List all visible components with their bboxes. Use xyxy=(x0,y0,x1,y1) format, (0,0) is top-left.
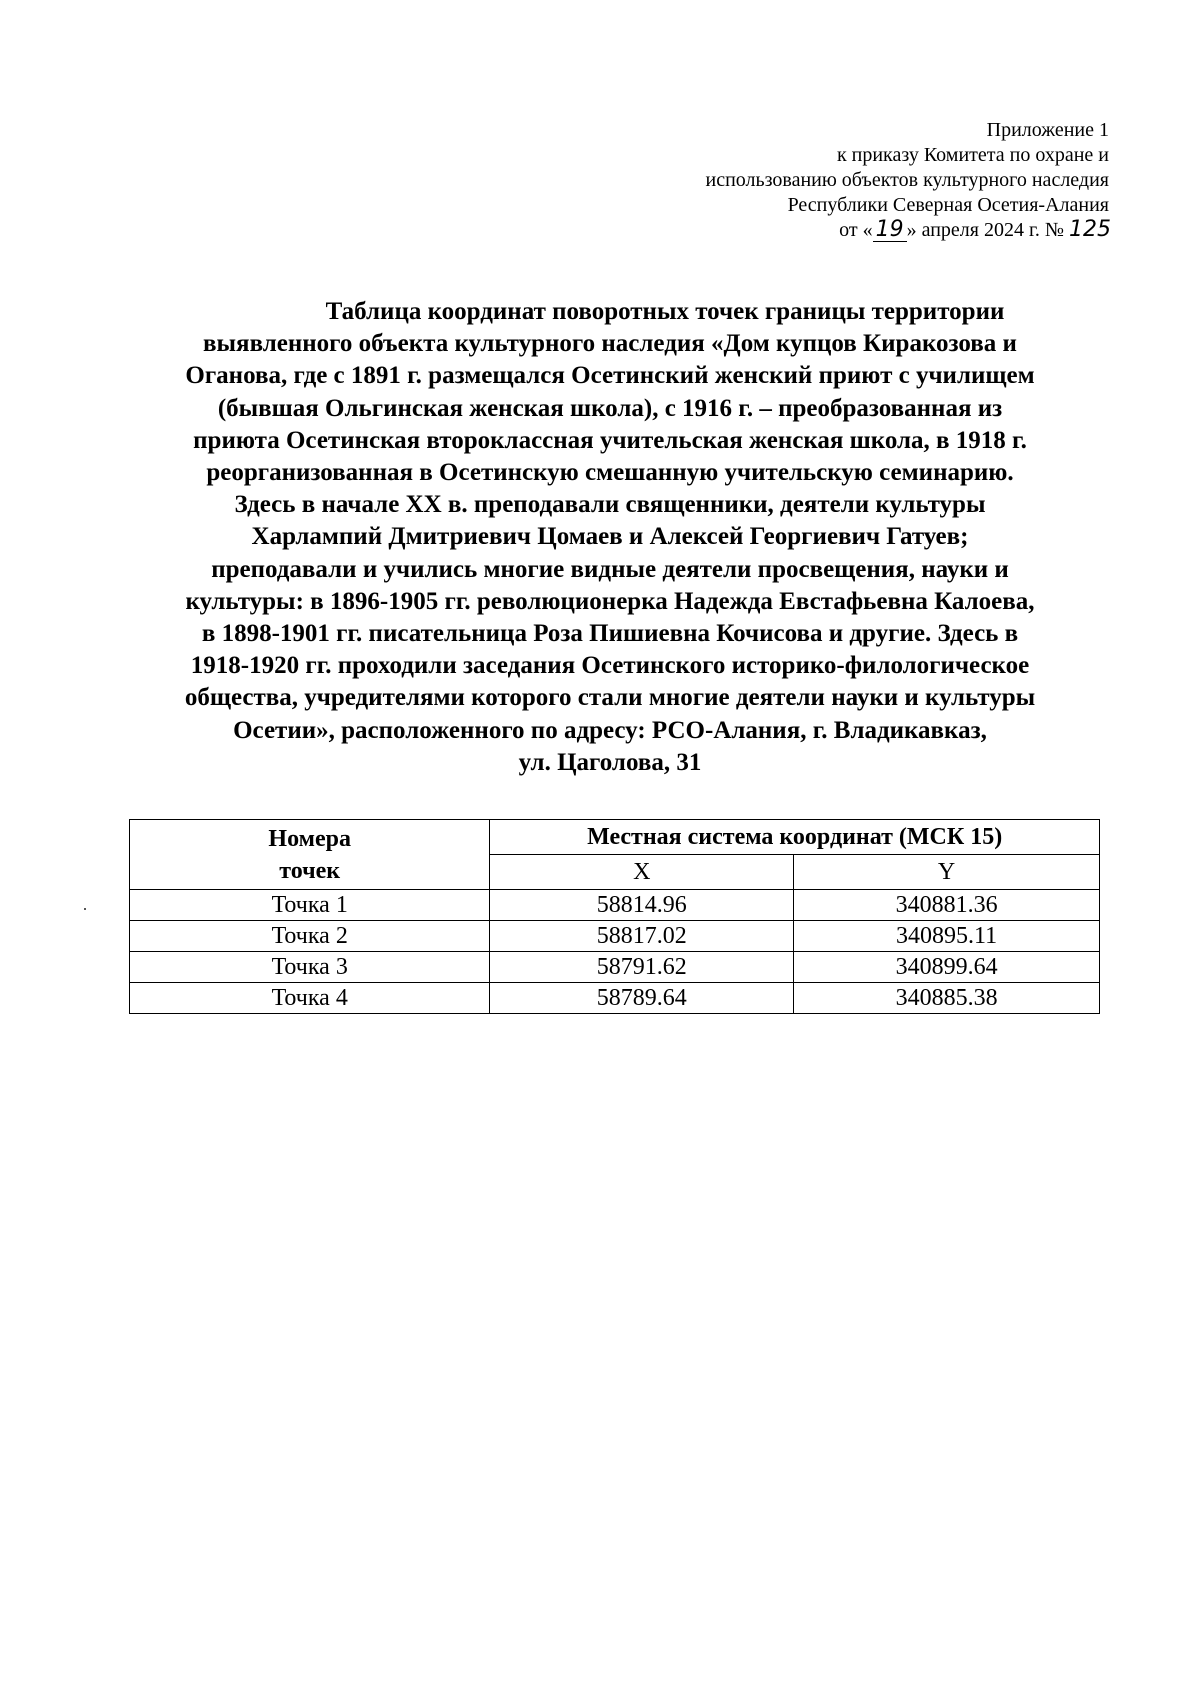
appendix-label: Приложение 1 xyxy=(986,119,1109,141)
x-value-cell: 58817.02 xyxy=(490,921,794,952)
y-value-cell: 340885.38 xyxy=(794,983,1100,1014)
table-row xyxy=(130,890,1100,921)
table-header-row xyxy=(130,820,1100,855)
point-name-cell: Точка 1 xyxy=(130,890,490,921)
point-name-cell: Точка 2 xyxy=(130,921,490,952)
title-line: Осетии», расположенного по адресу: РСО-Алания, г. Владикавказ, xyxy=(233,716,987,744)
title-line: Здесь в начале XX в. преподавали священники, деятели культуры xyxy=(234,491,986,519)
table-row xyxy=(130,952,1100,983)
y-value-cell: 340895.11 xyxy=(794,921,1100,952)
date-prefix: от « xyxy=(839,219,873,241)
coordinates-table xyxy=(129,819,1100,1014)
appendix-date-line xyxy=(549,218,1109,243)
x-value-cell: 58789.64 xyxy=(490,983,794,1014)
points-header-line2: точек xyxy=(279,857,341,884)
title-line: Оганова, где с 1891 г. размещался Осетинский женский приют с училищем xyxy=(185,362,1035,390)
points-header-line1: Номера xyxy=(268,825,351,852)
x-column-header: X xyxy=(490,855,794,890)
appendix-order-ref: к приказу Комитета по охране и xyxy=(836,144,1109,166)
title-line: реорганизованная в Осетинскую смешанную учительскую семинарию. xyxy=(206,459,1014,487)
title-line: (бывшая Ольгинская женская школа), с 1916 г. – преобразованная из xyxy=(217,394,1003,422)
coordinate-system-header: Местная система координат (МСК 15) xyxy=(490,820,1100,855)
y-value-cell: 340899.64 xyxy=(794,952,1100,983)
title-line: Харлампий Дмитриевич Цомаев и Алексей Георгиевич Гатуев; xyxy=(251,523,969,551)
points-column-header xyxy=(130,820,490,890)
point-name-cell: Точка 4 xyxy=(130,983,490,1014)
table-row xyxy=(130,983,1100,1014)
title-line: выявленного объекта культурного наследия «Дом купцов Киракозова и xyxy=(203,330,1017,358)
title-line: в 1898-1901 гг. писательница Роза Пишиевна Кочисова и другие. Здесь в xyxy=(201,620,1019,648)
title-line: приюта Осетинская второклассная учительская женская школа, в 1918 г. xyxy=(193,426,1027,454)
y-column-header: Y xyxy=(794,855,1100,890)
handwritten-order-number: 125 xyxy=(1069,217,1111,242)
title-line: общества, учредителями которого стали многие деятели науки и культуры xyxy=(184,684,1036,712)
x-value-cell: 58791.62 xyxy=(490,952,794,983)
title-line: 1918-1920 гг. проходили заседания Осетинского историко-филологическое xyxy=(190,652,1030,680)
title-line: ул. Цаголова, 31 xyxy=(518,748,702,776)
title-line: преподавали и учились многие видные деятели просвещения, науки и xyxy=(211,555,1009,583)
title-line: культуры: в 1896-1905 гг. революционерка Надежда Евстафьевна Калоева, xyxy=(185,587,1035,615)
appendix-header xyxy=(549,118,1109,243)
table-row xyxy=(130,921,1100,952)
appendix-republic: Республики Северная Осетия-Алания xyxy=(787,194,1109,216)
title-line: Таблица координат поворотных точек границы территории xyxy=(325,298,1005,325)
handwritten-day: 19 xyxy=(873,219,907,242)
x-value-cell: 58814.96 xyxy=(490,890,794,921)
scan-speck xyxy=(84,908,86,910)
date-middle: » апреля 2024 г. № xyxy=(906,219,1064,241)
document-title xyxy=(118,296,1102,779)
point-name-cell: Точка 3 xyxy=(130,952,490,983)
y-value-cell: 340881.36 xyxy=(794,890,1100,921)
appendix-committee: использованию объектов культурного наследия xyxy=(705,169,1109,191)
